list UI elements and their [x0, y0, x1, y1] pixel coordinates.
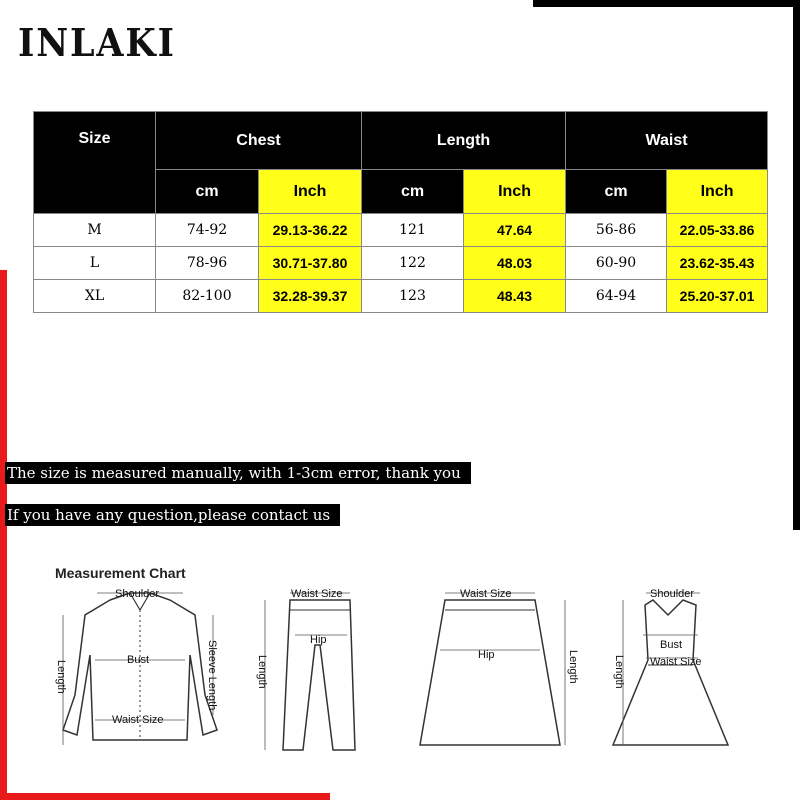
table-row [34, 280, 768, 313]
contact-note: If you have any question,please contact us [5, 504, 340, 526]
brand-logo: INLAKI [18, 20, 176, 65]
skirt-hip-label: Hip [478, 649, 495, 661]
table-cell: 22.05-33.86 [667, 214, 768, 247]
size-cell: L [34, 247, 156, 280]
shirt-shoulder-label: Shoulder [115, 588, 160, 600]
table-cell: 32.28-39.37 [259, 280, 362, 313]
table-row [34, 214, 768, 247]
table-cell: 25.20-37.01 [667, 280, 768, 313]
table-cell: 123 [362, 280, 464, 313]
error-note: The size is measured manually, with 1-3cm error, thank you [5, 462, 471, 484]
shirt-sleeve-label: Sleeve Length [206, 640, 218, 711]
table-cell: 47.64 [464, 214, 566, 247]
table-cell: 48.43 [464, 280, 566, 313]
table-cell: 30.71-37.80 [259, 247, 362, 280]
skirt-diagram [420, 585, 580, 765]
table-cell: 48.03 [464, 247, 566, 280]
unit-header: Inch [667, 170, 768, 214]
table-cell: 23.62-35.43 [667, 247, 768, 280]
table-cell: 82-100 [156, 280, 259, 313]
frame-left-border [0, 270, 7, 800]
pants-hip-label: Hip [310, 634, 327, 646]
frame-top-border [533, 0, 800, 7]
shirt-diagram [55, 585, 225, 765]
unit-header: Inch [464, 170, 566, 214]
frame-right-border [793, 0, 800, 530]
dress-waist-label: Waist Size [650, 656, 702, 668]
length-header: Length [362, 112, 566, 170]
table-cell: 29.13-36.22 [259, 214, 362, 247]
chest-header: Chest [156, 112, 362, 170]
table-cell: 121 [362, 214, 464, 247]
table-cell: 56-86 [566, 214, 667, 247]
dress-diagram [608, 585, 743, 765]
size-header: Size [34, 112, 156, 214]
size-cell: XL [34, 280, 156, 313]
waist-header: Waist [566, 112, 768, 170]
skirt-length-label: Length [567, 650, 579, 684]
size-table [33, 111, 768, 313]
pants-waist-label: Waist Size [291, 588, 343, 600]
pants-diagram [255, 585, 365, 765]
table-row [34, 247, 768, 280]
skirt-waist-label: Waist Size [460, 588, 512, 600]
dress-bust-label: Bust [660, 639, 683, 651]
table-cell: 74-92 [156, 214, 259, 247]
unit-header: cm [156, 170, 259, 214]
frame-bottom-border [0, 793, 330, 800]
measurement-chart-title: Measurement Chart [55, 565, 186, 581]
shirt-waist-label: Waist Size [112, 714, 164, 726]
size-cell: M [34, 214, 156, 247]
pants-length-label: Length [256, 655, 268, 689]
dress-shoulder-label: Shoulder [650, 588, 695, 600]
table-cell: 64-94 [566, 280, 667, 313]
dress-length-label: Length [613, 655, 625, 689]
table-cell: 122 [362, 247, 464, 280]
table-cell: 60-90 [566, 247, 667, 280]
shirt-bust-label: Bust [127, 654, 150, 666]
shirt-length-label: Length [55, 660, 67, 694]
unit-header: Inch [259, 170, 362, 214]
unit-header: cm [566, 170, 667, 214]
unit-header: cm [362, 170, 464, 214]
table-cell: 78-96 [156, 247, 259, 280]
